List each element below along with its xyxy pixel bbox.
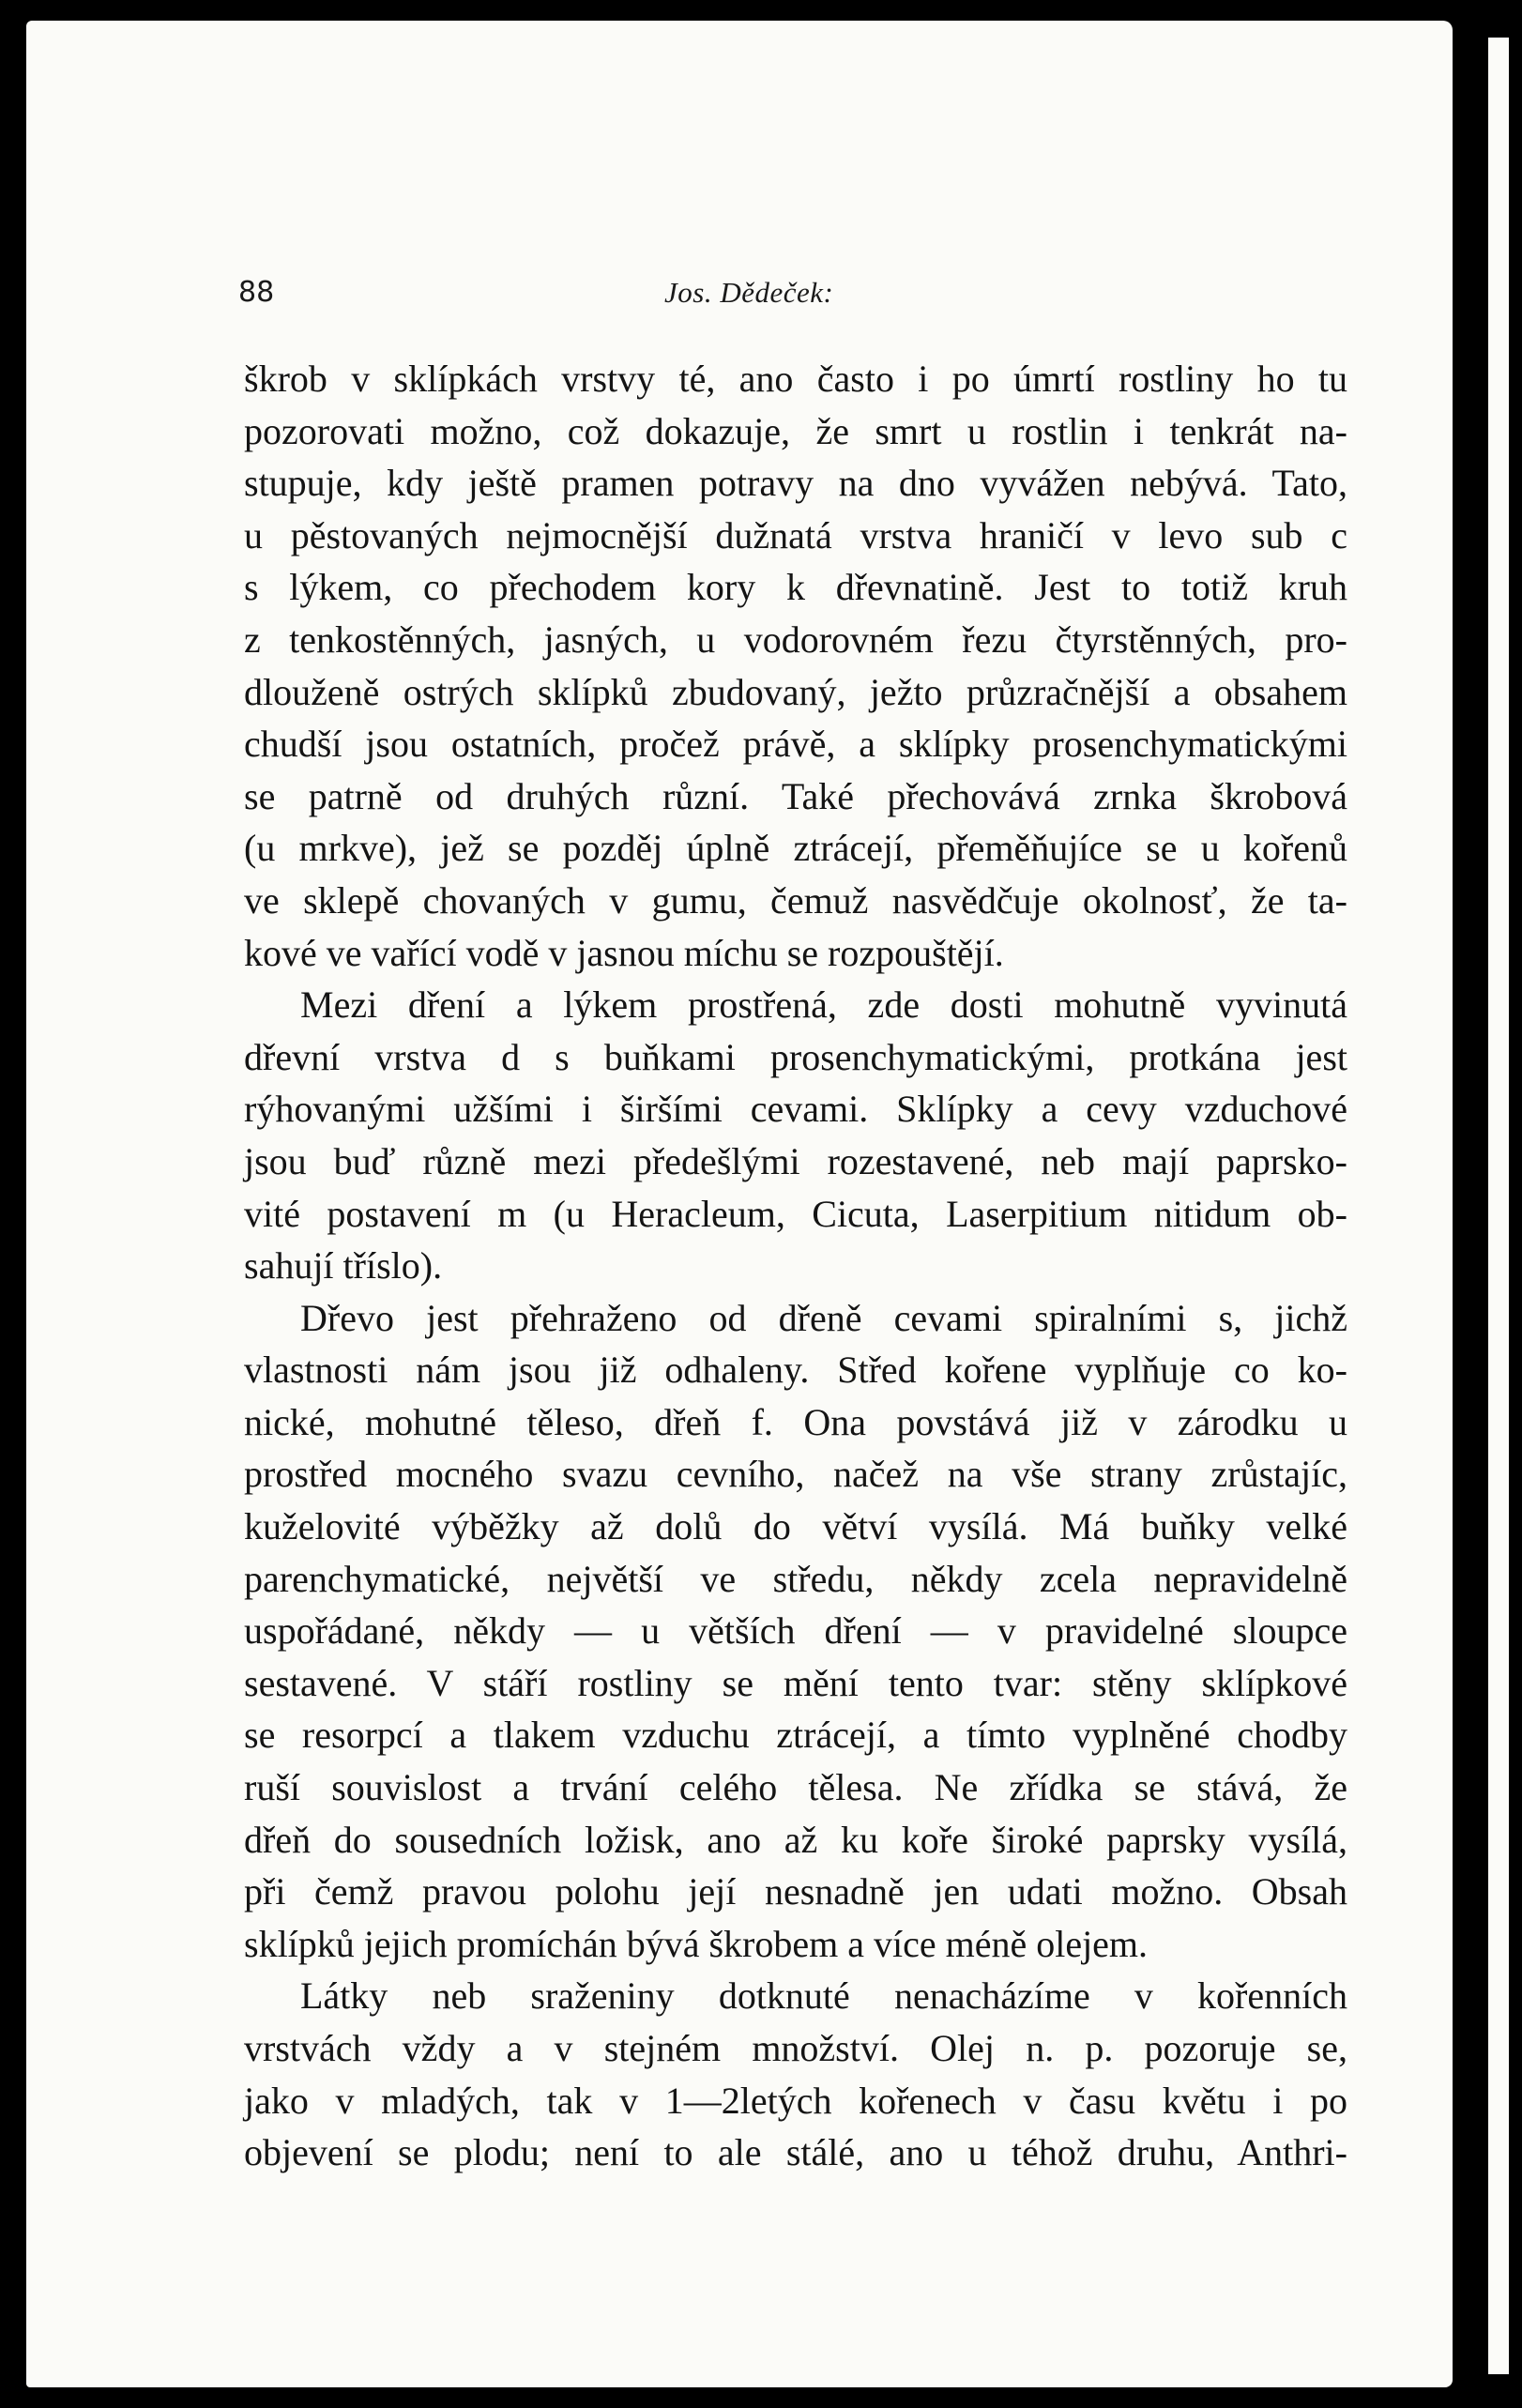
text-line: chudší jsou ostatních, pročež právě, a sklípky prosenchymatickými [244,723,1347,766]
text-line: prostřed mocného svazu cevního, načež na vše strany zrůstajíc, [244,1453,1347,1496]
text-line: při čemž pravou polohu její nesnadně jen udati možno. Obsah [244,1870,1347,1913]
text-line: ruší souvislost a trvání celého tělesa. Ne zřídka se stává, že [244,1766,1347,1809]
text-line: sklípků jejich promíchán bývá škrobem a více méně olejem. [244,1922,1149,1965]
text-line: dřeň do sousedních ložisk, ano až ku koře široké paprsky vysílá, [244,1818,1347,1861]
text-line: uspořádané, někdy — u větších dření — v pravidelné sloupce [244,1609,1347,1653]
adjacent-page-edge [1488,38,1509,2374]
text-line: se patrně od druhých různí. Také přechovává zrnka škrobová [244,774,1347,817]
text-line: z tenkostěnných, jasných, u vodorovném řezu čtyrstěnných, pro- [244,617,1347,661]
text-line: pozorovati možno, což dokazuje, že smrt u rostlin i tenkrát na- [244,409,1347,452]
text-line: sestavené. V stáří rostliny se mění tento tvar: stěny sklípkové [244,1661,1347,1704]
body-text [244,353,1347,2179]
text-line: Mezi dření a lýkem prostřená, zde dosti mohutně vyvinutá [300,983,1347,1027]
text-line: sahují tříslo). [244,1244,443,1288]
text-line: dlouženě ostrých sklípků zbudovaný, ježto průzračnější a obsahem [244,670,1347,713]
text-line: škrob v sklípkách vrstvy té, ano často i po úmrtí rostliny ho tu [244,358,1347,400]
text-line: nické, mohutné těleso, dřeň f. Ona povstává již v zárodku u [244,1400,1347,1443]
text-line: rýhovanými užšími i širšími cevami. Sklípky a cevy vzduchové [244,1088,1347,1131]
page-header [26,276,1453,332]
book-page [26,21,1453,2387]
text-line: s lýkem, co přechodem kory k dřevnatině. Jest to totiž kruh [244,566,1347,609]
text-line: jako v mladých, tak v 1—2letých kořenech v času květu i po [244,2079,1347,2122]
text-line: dřevní vrstva d s buňkami prosenchymatickými, protkána jest [244,1035,1347,1078]
text-line: jsou buď různě mezi předešlými rozestavené, neb mají paprsko- [244,1139,1347,1182]
text-line: vité postavení m (u Heracleum, Cicuta, Laserpitium nitidum ob- [244,1192,1347,1235]
text-line: vrstvách vždy a v stejném množství. Olej n. p. pozoruje se, [244,2027,1347,2069]
text-line: objevení se plodu; není to ale stálé, ano u téhož druhu, Anthri- [244,2131,1347,2174]
text-line: se resorpcí a tlakem vzduchu ztrácejí, a tímto vyplněné chodby [244,1714,1347,1757]
text-line: parenchymatické, největší ve středu, někdy zcela nepravidelně [244,1557,1347,1600]
running-head: Jos. Dědeček: [664,276,834,309]
text-line: (u mrkve), jež se pozděj úplně ztrácejí, přeměňujíce se u kořenů [244,827,1347,870]
text-line: kuželovité výběžky až dolů do větví vysílá. Má buňky velké [244,1505,1347,1548]
text-line: u pěstovaných nejmocnější dužnatá vrstva hraničí v levo sub c [244,513,1347,556]
page-number: 88 [238,276,275,309]
text-line: stupuje, kdy ještě pramen potravy na dno vyvážen nebývá. Tato, [244,462,1347,505]
text-line: Dřevo jest přehraženo od dřeně cevami spiralními s, jichž [300,1296,1347,1339]
text-line: kové ve vařící vodě v jasnou míchu se rozpouštějí. [244,931,1004,974]
text-line: vlastnosti nám jsou již odhaleny. Střed kořene vyplňuje co ko- [244,1349,1347,1392]
text-line: ve sklepě chovaných v gumu, čemuž nasvědčuje okolnosť, že ta- [244,878,1347,922]
text-line: Látky neb sraženiny dotknuté nenacházíme v kořenních [300,1974,1347,2018]
